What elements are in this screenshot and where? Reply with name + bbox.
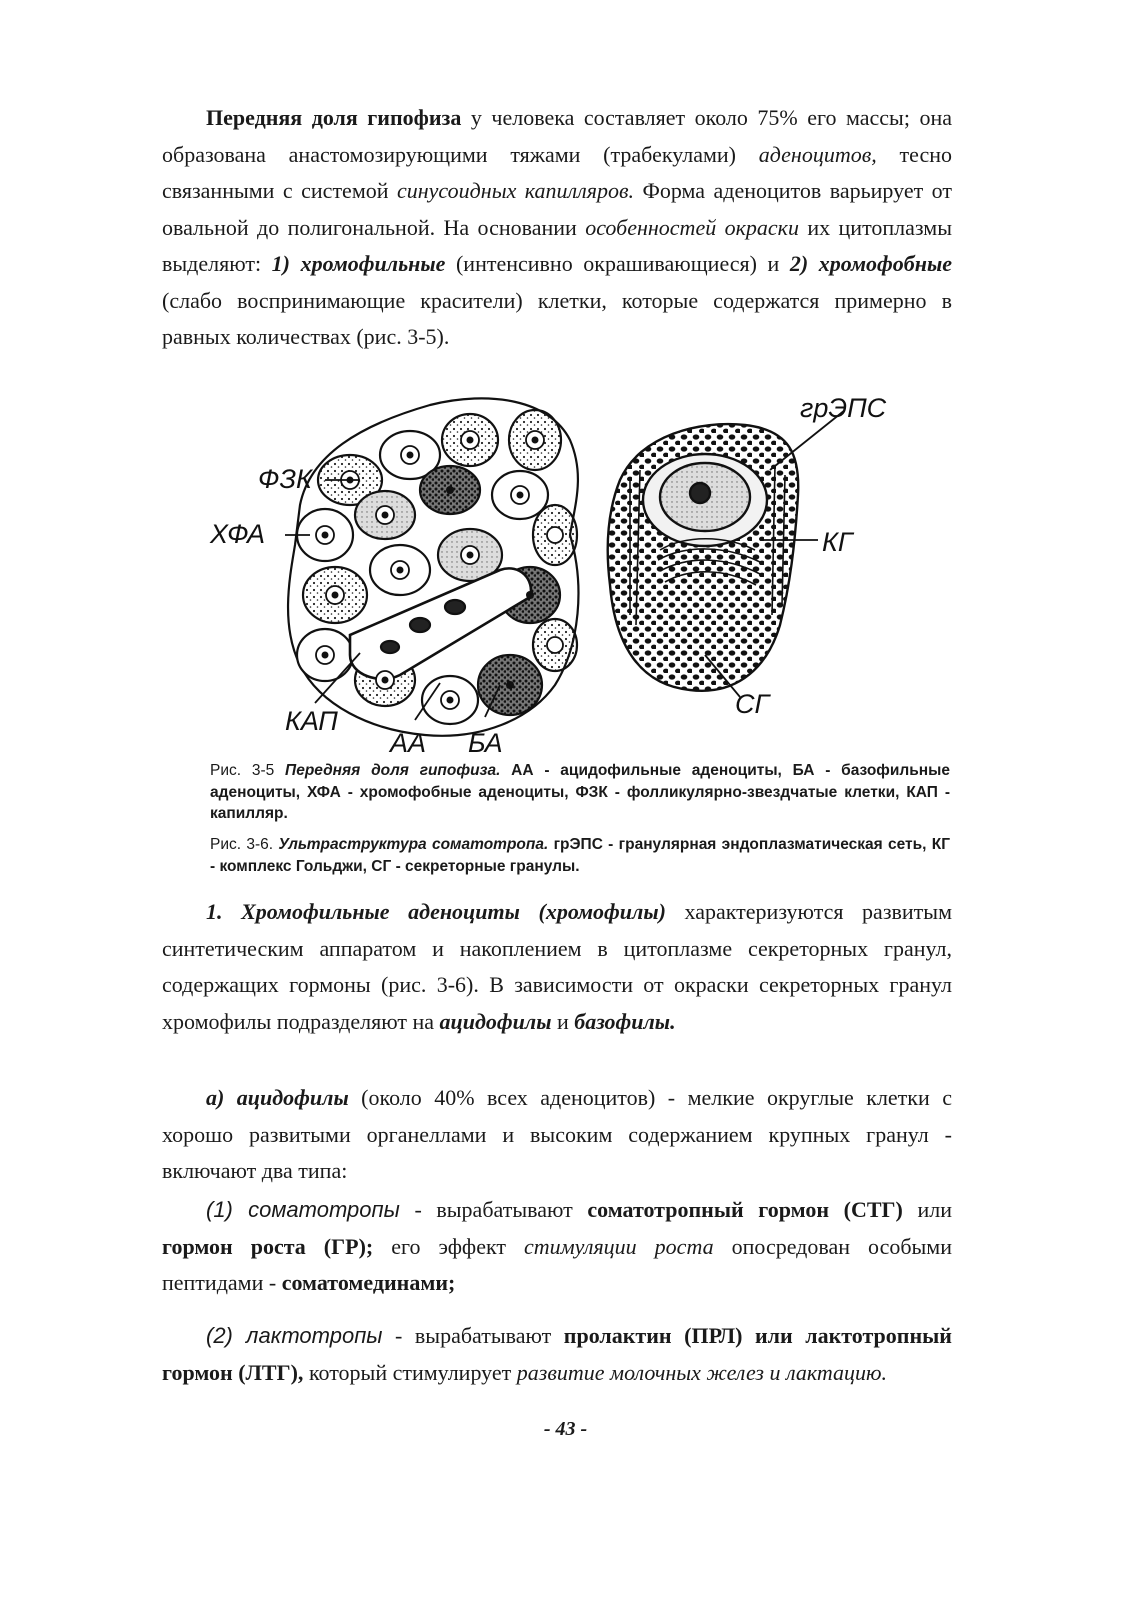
page-number: - 43 - <box>543 1418 588 1440</box>
tissue-drawing <box>285 398 578 735</box>
paragraph-somatotrophs: (1) соматотропы - вырабатывают соматотропный гормон (СТГ) или гормон роста (ГР); его эффект стимуляции роста опосредован особыми пептидами - соматомединами; <box>162 1197 953 1295</box>
paragraph-chromophils: 1. Хромофильные аденоциты (хромофилы) характеризуются развитым синтетическим аппаратом и накоплением в цитоплазме секреторных гранул, содержащих гормоны (рис. 3-6). В зависимости от окраски секреторных гранул хромофилы подразделяют на ацидофилы и базофилы. <box>162 899 952 1034</box>
label-hfa: ХФА <box>210 519 266 549</box>
label-fzk: ФЗК <box>258 464 312 494</box>
label-ba: БА <box>468 728 503 758</box>
label-sg: СГ <box>735 689 770 719</box>
figure-drawing <box>200 385 960 765</box>
label-kg: КГ <box>822 527 853 557</box>
caption-fig-3-6: Рис. 3-6. Ультраструктура соматотропа. грЭПС - гранулярная эндоплазматическая сеть, КГ - комплекс Гольджи, СГ - секреторные гранулы. <box>210 836 950 875</box>
figure-pituitary-illustrations <box>200 385 960 765</box>
caption-fig-3-5: Рис. 3-5 Передняя доля гипофиза. АА - ацидофильные аденоциты, БА - базофильные аденоциты, ХФА - хромофобные аденоциты, ФЗК - фолликулярно-звездчатые клетки, КАП - капилляр. <box>210 762 950 822</box>
somatotroph-drawing <box>608 410 845 697</box>
paragraph-anterior-pituitary: Передняя доля гипофиза у человека составляет около 75% его массы; она образована анастомозирующими тяжами (трабекулами) аденоцитов, тесно связанными с системой синусоидных капилляров. Форма аденоцитов варьирует от овальной до полигональной. На основании особенностей окраски их цитоплазмы выделяют: 1) хромофильные (интенсивно окрашивающиеся) и 2) хромофобные (слабо воспринимающие красители) клетки, которые содержатся примерно в равных количествах (рис. 3-5). <box>162 105 952 349</box>
paragraph-lactotrophs: (2) лактотропы - вырабатывают пролактин (ПРЛ) или лактотропный гормон (ЛТГ), который стимулирует развитие молочных желез и лактацию. <box>162 1323 952 1385</box>
label-kap: КАП <box>285 706 338 736</box>
paragraph-acidophils: а) ацидофилы (около 40% всех аденоцитов) - мелкие округлые клетки с хорошо развитыми органеллами и высоким содержанием крупных гранул - включают два типа: <box>162 1085 952 1183</box>
label-greps: грЭПС <box>800 393 887 423</box>
label-aa: АА <box>390 728 427 758</box>
